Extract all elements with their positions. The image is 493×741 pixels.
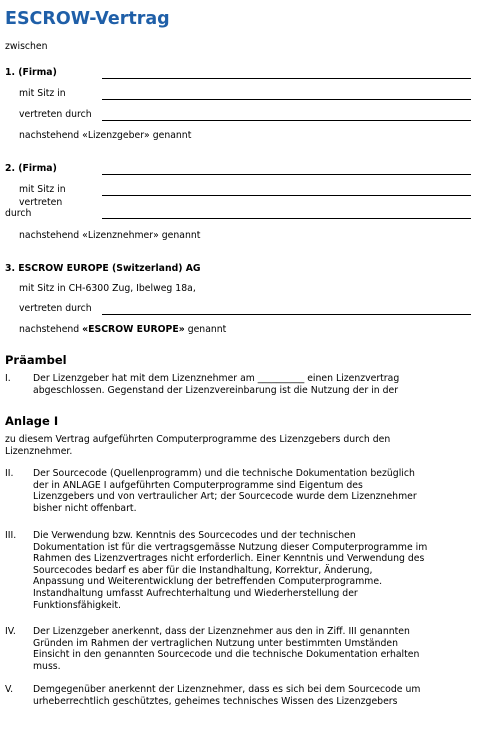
party2-nachstehend: nachstehend «Lizenznehmer» genannt <box>19 230 201 241</box>
party3-heading: 3. ESCROW EUROPE (Switzerland) AG <box>5 263 201 274</box>
party2-heading: 2. (Firma) <box>5 163 57 174</box>
zwischen-label: zwischen <box>5 41 48 52</box>
anlage-intro: zu diesem Vertrag aufgeführten Computerprogramme des Lizenzgebers durch den Lizenznehmer. <box>5 434 391 457</box>
party2-name-line[interactable] <box>102 174 471 175</box>
item-number-iv: IV. <box>5 626 16 637</box>
party1-sitz-line[interactable] <box>102 99 471 100</box>
anlage-heading: Anlage I <box>5 414 59 428</box>
party2-vertreten-line[interactable] <box>102 218 471 219</box>
praeambel-text: Der Lizenzgeber hat mit dem Lizenznehmer am __________ einen Lizenzvertrag abgeschlossen. Gegenstand der Lizenzvereinbarung ist die Nutzung der in der <box>33 373 400 396</box>
party1-vertreten-line[interactable] <box>102 120 471 121</box>
item-ii-text: Der Sourcecode (Quellenprogramm) und die technische Dokumentation bezüglich der in ANLAGE I aufgeführten Computerprogramme sind Eigentum des Lizenzgebers und von vertraulicher Art; der Sourcecode wurde dem Lizenznehmer bisher nicht offenbart. <box>33 468 417 514</box>
item-number-i: I. <box>5 373 11 384</box>
item-iv-text: Der Lizenzgeber anerkennt, dass der Lizenznehmer aus den in Ziff. III genannten Gründen im Rahmen der vertraglichen Nutzung unter bestimmten Umständen Einsicht in den genannten Sourcecode und die technische Dokumentation erhalten muss. <box>33 626 420 672</box>
party3-nachstehend: nachstehend «ESCROW EUROPE» genannt <box>19 324 227 335</box>
party3-vertreten-line[interactable] <box>102 314 471 315</box>
party1-nachstehend: nachstehend «Lizenzgeber» genannt <box>19 130 192 141</box>
item-number-v: V. <box>5 684 14 695</box>
item-v-text: Demgegenüber anerkennt der Lizenznehmer, dass es sich bei dem Sourcecode um urheberrechtlich geschütztes, geheimes technisches Wissen des Lizenzgebers <box>33 684 421 707</box>
item-number-ii: II. <box>5 468 14 479</box>
party1-heading: 1. (Firma) <box>5 67 57 78</box>
party1-vertreten-label: vertreten durch <box>19 109 92 120</box>
party2-vertreten-label: vertreten <box>19 197 63 208</box>
party2-sitz-line[interactable] <box>102 195 471 196</box>
item-number-iii: III. <box>5 530 17 541</box>
party1-sitz-label: mit Sitz in <box>19 88 66 99</box>
praeambel-heading: Präambel <box>5 353 67 367</box>
party2-sitz-label: mit Sitz in <box>19 184 66 195</box>
party1-name-line[interactable] <box>102 78 471 79</box>
party3-vertreten-label: vertreten durch <box>19 303 92 314</box>
party3-sitz: mit Sitz in CH-6300 Zug, Ibelweg 18a, <box>19 283 196 294</box>
party2-durch-label: durch <box>5 208 32 219</box>
item-iii-text: Die Verwendung bzw. Kenntnis des Sourcecodes und der technischen Dokumentation ist für die vertragsgemässe Nutzung dieser Computerprogramme im Rahmen des Lizenzvertrages nicht erforderlich. Einer Kenntnis und Verwendung des Sourcecodes bedarf es aber für die Instandhaltung, Korrektur, Änderung, Anpassung und Weiterentwicklung der betreffenden Computerprogramme. Instandhaltung umfasst Aufrechterhaltung und Wiederherstellung der Funktionsfähigkeit. <box>33 530 428 611</box>
document-title: ESCROW-Vertrag <box>5 9 170 29</box>
